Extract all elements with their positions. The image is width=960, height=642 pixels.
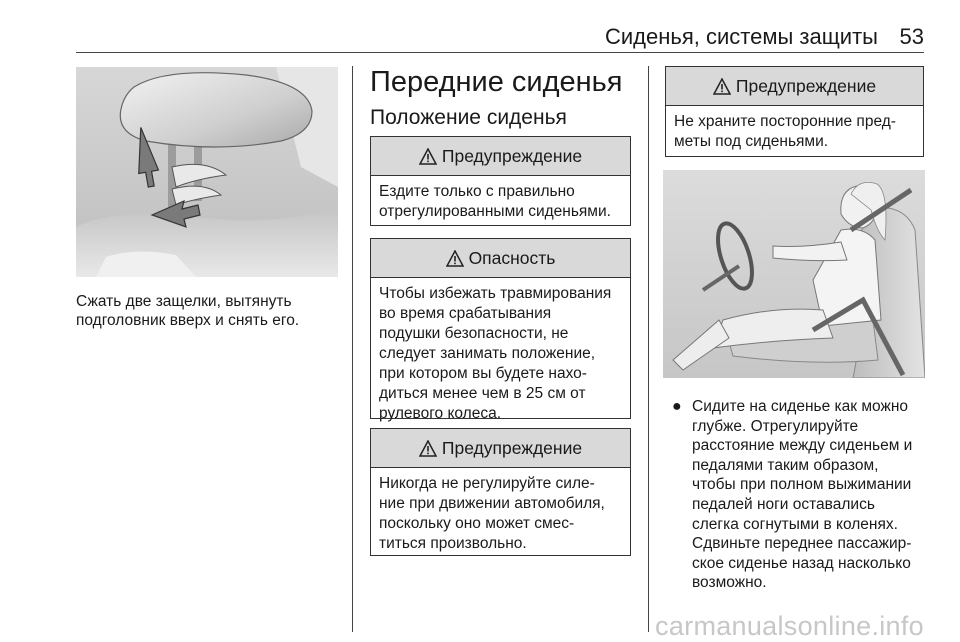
warning-triangle-icon — [419, 148, 437, 165]
column-divider-left — [352, 66, 353, 632]
bullet-marker: ● — [672, 398, 682, 415]
bullet-line: глубже. Отрегулируйте — [692, 417, 859, 435]
warning-box-title: Предупреждение — [441, 437, 583, 458]
bullet-line: ское сиденье назад насколько — [692, 554, 911, 572]
box-line: следует занимать положение, — [379, 345, 596, 362]
warning-box-header — [371, 429, 630, 468]
bullet-line: педалями таким образом, — [692, 456, 879, 474]
header-title: Сиденья, системы защиты — [604, 24, 878, 49]
danger-box-body — [371, 278, 630, 430]
bullet-line: возможно. — [692, 574, 767, 592]
warning-box-body — [371, 468, 630, 560]
bullet-paragraph — [692, 397, 928, 593]
headrest-illustration-icon — [76, 67, 338, 277]
subsection-heading: Положение сиденья — [370, 106, 567, 129]
danger-box — [370, 238, 631, 422]
bullet-line: чтобы при полном выжимании — [692, 476, 912, 494]
warning-box-body — [371, 176, 630, 228]
warning-box-1 — [370, 136, 631, 226]
box-line: подушки безопасности, не — [379, 325, 569, 342]
box-line: Ездите только с правильно — [379, 183, 575, 200]
caption-line: Сжать две защелки, вытянуть — [76, 293, 292, 310]
warning-triangle-icon — [713, 78, 731, 95]
caption-line: подголовник вверх и снять его. — [76, 312, 300, 329]
warning-box-body — [666, 106, 923, 158]
box-line: во время срабатывания — [379, 305, 552, 322]
danger-box-header — [371, 239, 630, 278]
box-line: поскольку оно может смес- — [379, 515, 575, 532]
box-line: меты под сиденьями. — [674, 133, 829, 150]
bullet-line: педалей ноги оставались — [692, 495, 875, 513]
warning-box-header — [666, 67, 923, 106]
warning-box-header — [371, 137, 630, 176]
box-line: рулевого колеса. — [379, 405, 502, 422]
headrest-caption — [76, 292, 346, 330]
warning-triangle-icon — [419, 440, 437, 457]
warning-box-title: Предупреждение — [441, 145, 583, 166]
warning-triangle-icon — [446, 250, 464, 267]
box-line: Чтобы избежать травмирования — [379, 285, 612, 302]
box-line: Никогда не регулируйте силе- — [379, 475, 595, 492]
danger-box-title: Опасность — [468, 247, 556, 268]
bullet-line: расстояние между сиденьем и — [692, 437, 913, 455]
header-rule — [76, 52, 924, 53]
warning-box-2 — [370, 428, 631, 556]
column-divider-right — [648, 66, 649, 632]
page-number: 53 — [899, 24, 924, 49]
warning-box-3 — [665, 66, 924, 157]
box-line: Не храните посторонние пред- — [674, 113, 896, 130]
bullet-line: Сидите на сиденье как можно — [692, 398, 909, 415]
box-line: ние при движении автомобиля, — [379, 495, 605, 512]
box-line: титься произвольно. — [379, 535, 527, 552]
warning-box-title: Предупреждение — [735, 75, 877, 96]
box-line: диться менее чем в 25 см от — [379, 385, 586, 402]
bullet-line: Сдвиньте переднее пассажир- — [692, 535, 912, 553]
box-line: при котором вы будете нахо- — [379, 365, 587, 382]
box-line: отрегулированными сиденьями. — [379, 203, 611, 220]
driver-seat-illustration-icon — [663, 170, 925, 378]
bullet-line: слегка согнутыми в коленях. — [692, 515, 898, 533]
section-heading: Передние сиденья — [370, 66, 623, 98]
watermark: carmanualsonline.info — [655, 611, 924, 641]
